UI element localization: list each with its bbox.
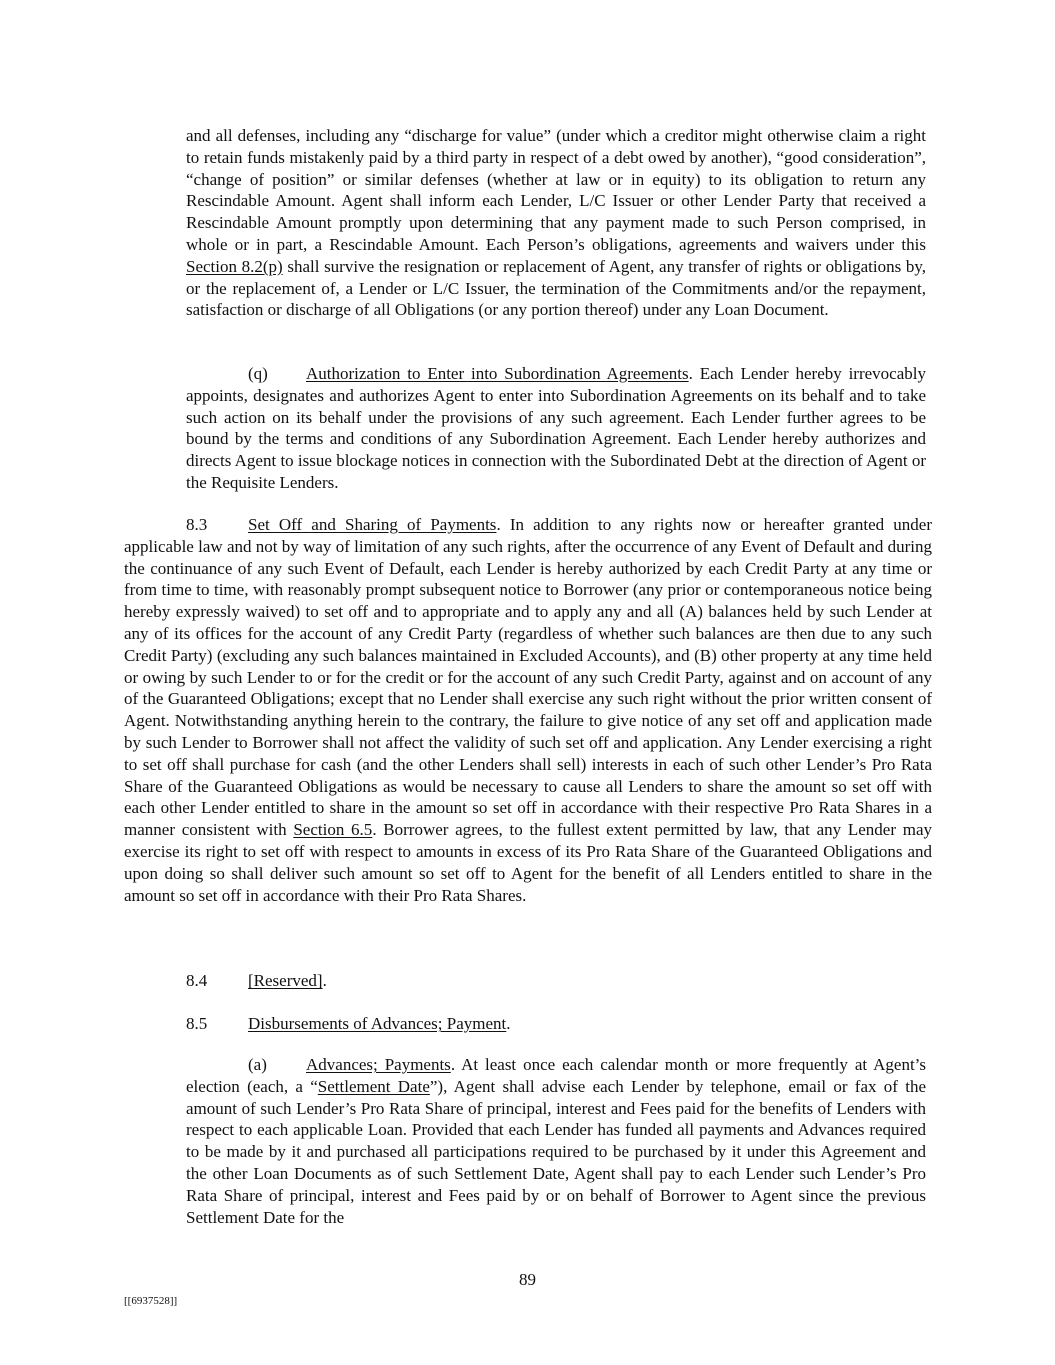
paragraph-8-5-a bbox=[186, 1054, 926, 1228]
section-heading: Set Off and Sharing of Payments bbox=[248, 515, 497, 534]
paragraph-text: . At least once each calendar month or more frequently at Agent’s election (each, a “ bbox=[186, 1055, 927, 1096]
section-8-3 bbox=[124, 514, 932, 906]
paragraph-8-2-q bbox=[186, 363, 926, 494]
clause-label: (a) bbox=[248, 1055, 267, 1074]
section-number: 8.4 bbox=[186, 971, 208, 990]
section-reference-link[interactable]: Section 8.2(p) bbox=[186, 256, 283, 276]
section-heading: Disbursements of Advances; Payment bbox=[248, 1014, 507, 1033]
paragraph-text: . Each Lender hereby irrevocably appoints, designates and authorizes Agent to enter into Subordination Agreements on its behalf and to take such action on its behalf under the provisions of any such agreement. Each Lender further agrees to be bound by the terms and conditions of any Subordination Agreement. Each Lender hereby authorizes and directs Agent to issue blockage notices in connection with the Subordinated Debt at the direction of Agent or the Requisite Lenders. bbox=[186, 364, 926, 492]
clause-label: (q) bbox=[248, 364, 268, 383]
section-8-4: 8.4 [Reserved]. bbox=[186, 971, 327, 990]
section-reference-link[interactable]: Section 6.5 bbox=[293, 820, 373, 840]
paragraph-text: shall survive the resignation or replacement of Agent, any transfer of rights or obligations by, or the replacement of, a Lender or L/C Issuer, the termination of the Commitments and/or the repayment, satisfaction or discharge of all Obligations (or any portion thereof) under any Loan Document. bbox=[186, 256, 926, 320]
paragraph-text: . Borrower agrees, to the fullest extent permitted by law, that any Lender may exercise its right to set off with respect to amounts in excess of its Pro Rata Share of the Guaranteed Obligations and upon doing so shall deliver such amount so set off to Agent for the benefit of all Lenders entitled to share in the amount so set off in accordance with their Pro Rata Shares. bbox=[124, 820, 932, 905]
paragraph-8-2-p-continuation bbox=[186, 125, 926, 321]
clause-heading: Advances; Payments bbox=[306, 1055, 451, 1074]
section-8-5: 8.5 Disbursements of Advances; Payment. bbox=[186, 1014, 511, 1033]
defined-term: Settlement Date bbox=[317, 1076, 430, 1096]
paragraph-text: . In addition to any rights now or hereafter granted under applicable law and not by way of limitation of any such rights, after the occurrence of any Event of Default and during the continuance of any such Event of Default, each Lender is hereby authorized by each Credit Party at any time or from time to time, with reasonably prompt subsequent notice to Borrower (any prior or contemporaneous notice being hereby expressly waived) to set off and to appropriate and to apply any and all (A) balances held by such Lender at any of its offices for the account of any Credit Party (regardless of whether such balances are then due to any such Credit Party) (excluding any such balances maintained in Excluded Accounts), and (B) other property at any time held or owing by such Lender to or for the credit or for the account of any such Credit Party, against and on account of any of the Guaranteed Obligations; except that no Lender shall exercise any such right without the prior written consent of Agent. Notwithstanding anything herein to the contrary, the failure to give notice of any set off and application made by such Lender to Borrower shall not affect the validity of such set off and application. Any Lender exercising a right to set off shall purchase for cash (and the other Lenders shall sell) interests in each of such other Lender’s Pro Rata Share of the Guaranteed Obligations as would be necessary to cause all Lenders to share the amount so set off with each other Lender entitled to share in the amount so set off in accordance with their respective Pro Rata Shares in a manner consistent with bbox=[124, 515, 932, 840]
page-number: 89 bbox=[519, 1270, 536, 1289]
clause-heading: Authorization to Enter into Subordination Agreements bbox=[306, 364, 689, 383]
section-number: 8.5 bbox=[186, 1014, 208, 1033]
document-id: [[6937528]] bbox=[124, 1295, 178, 1307]
section-heading: [Reserved] bbox=[248, 971, 323, 990]
paragraph-text: and all defenses, including any “discharge for value” (under which a creditor might otherwise claim a right to retain funds mistakenly paid by a third party in respect of a debt owed by another), “good consideration”, “change of position” or similar defenses (whether at law or in equity) to its obligation to return any Rescindable Amount. Agent shall inform each Lender, L/C Issuer or other Lender Party that received a Rescindable Amount promptly upon determining that any payment made to such Person comprised, in whole or in part, a Rescindable Amount. Each Person’s obligations, agreements and waivers under this bbox=[186, 126, 926, 254]
section-number: 8.3 bbox=[186, 515, 208, 534]
paragraph-text: ”), Agent shall advise each Lender by telephone, email or fax of the amount of such Lender’s Pro Rata Share of principal, interest and Fees paid for the benefits of Lenders with respect to each applicable Loan. Provided that each Lender has funded all payments and Advances required to be made by it and purchased all participations required to be purchased by it under this Agreement and the other Loan Documents as of such Settlement Date, Agent shall pay to each Lender such Lender’s Pro Rata Share of principal, interest and Fees paid by or on behalf of Borrower to Agent since the previous Settlement Date for the bbox=[186, 1076, 926, 1227]
